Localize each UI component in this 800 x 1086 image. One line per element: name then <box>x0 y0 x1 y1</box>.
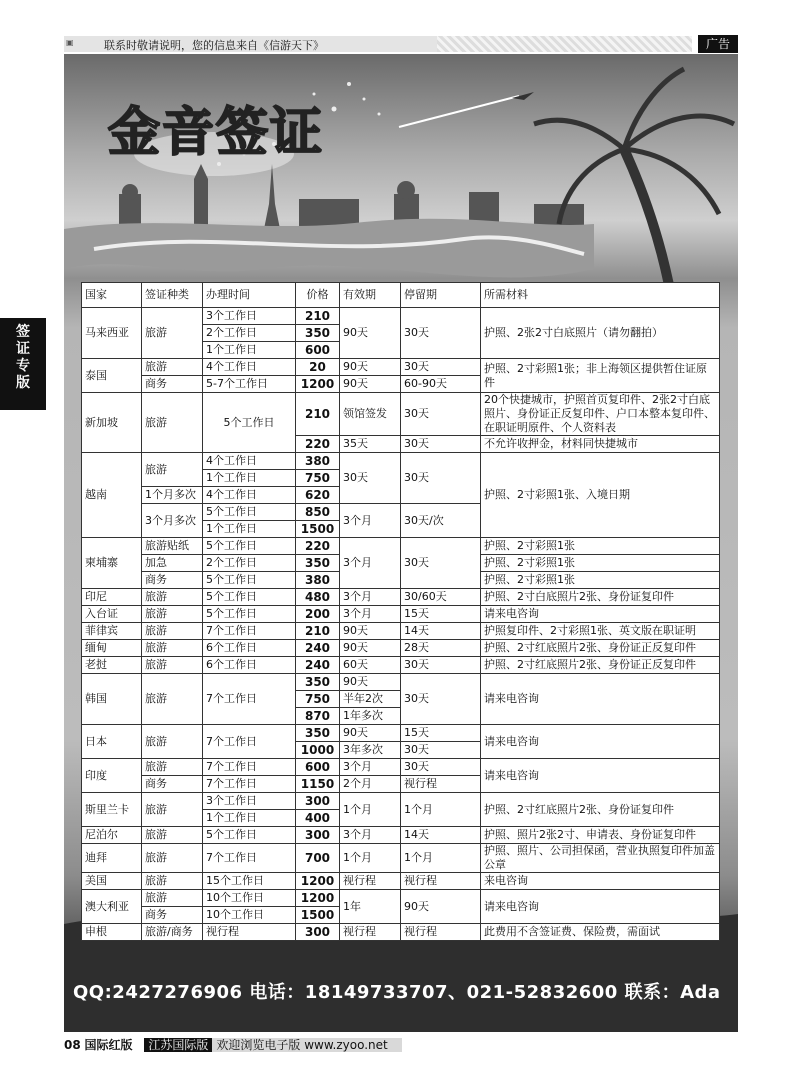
visa-type-cell: 旅游 <box>142 674 203 725</box>
processing-time-cell: 4个工作日 <box>203 453 296 470</box>
stay-cell: 15天 <box>401 606 481 623</box>
price-cell: 750 <box>296 691 340 708</box>
visa-type-cell: 旅游贴纸 <box>142 538 203 555</box>
price-cell: 1500 <box>296 907 340 924</box>
price-cell: 350 <box>296 555 340 572</box>
validity-cell: 2个月 <box>340 776 401 793</box>
validity-cell: 90天 <box>340 359 401 376</box>
price-cell: 380 <box>296 572 340 589</box>
visa-type-cell: 旅游 <box>142 589 203 606</box>
ad-tag: 广告 <box>698 35 738 53</box>
price-cell: 350 <box>296 674 340 691</box>
price-cell: 1000 <box>296 742 340 759</box>
materials-cell: 护照、2寸红底照片2张、身份证正反复印件 <box>481 640 720 657</box>
stay-cell: 30/60天 <box>401 589 481 606</box>
stay-cell: 14天 <box>401 623 481 640</box>
processing-time-cell: 2个工作日 <box>203 325 296 342</box>
processing-time-cell: 7个工作日 <box>203 759 296 776</box>
validity-cell: 1个月 <box>340 793 401 827</box>
visa-type-cell: 旅游 <box>142 640 203 657</box>
price-cell: 620 <box>296 487 340 504</box>
validity-cell: 3个月 <box>340 538 401 589</box>
country-cell: 缅甸 <box>82 640 142 657</box>
price-cell: 1200 <box>296 890 340 907</box>
web-link[interactable]: 欢迎浏览电子版 www.zyoo.net <box>212 1038 401 1052</box>
processing-time-cell: 5个工作日 <box>203 538 296 555</box>
validity-cell: 半年2次 <box>340 691 401 708</box>
stay-cell: 30天 <box>401 308 481 359</box>
column-header: 签证种类 <box>142 283 203 308</box>
processing-time-cell: 1个工作日 <box>203 342 296 359</box>
processing-time-cell: 7个工作日 <box>203 776 296 793</box>
column-header: 办理时间 <box>203 283 296 308</box>
visa-type-cell: 旅游 <box>142 827 203 844</box>
country-cell: 日本 <box>82 725 142 759</box>
stay-cell: 30天 <box>401 538 481 589</box>
processing-time-cell: 视行程 <box>203 924 296 941</box>
country-cell: 入台证 <box>82 606 142 623</box>
price-cell: 870 <box>296 708 340 725</box>
materials-cell: 不允许收押金，材料同快捷城市 <box>481 436 720 453</box>
country-cell: 柬埔寨 <box>82 538 142 589</box>
processing-time-cell: 10个工作日 <box>203 907 296 924</box>
processing-time-cell: 4个工作日 <box>203 487 296 504</box>
price-cell: 1200 <box>296 873 340 890</box>
table-row <box>82 359 720 376</box>
processing-time-cell: 5个工作日 <box>203 589 296 606</box>
stay-cell: 90天 <box>401 890 481 924</box>
stay-cell: 30天 <box>401 436 481 453</box>
processing-time-cell: 1个工作日 <box>203 810 296 827</box>
validity-cell: 60天 <box>340 657 401 674</box>
materials-cell: 此费用不含签证费、保险费，需面试 <box>481 924 720 941</box>
validity-cell: 35天 <box>340 436 401 453</box>
validity-cell: 90天 <box>340 674 401 691</box>
validity-cell: 90天 <box>340 725 401 742</box>
stay-cell: 1个月 <box>401 793 481 827</box>
processing-time-cell: 1个工作日 <box>203 470 296 487</box>
materials-cell: 20个快捷城市，护照首页复印件、2张2寸白底照片、身份证正反复印件、户口本整本复印件、在职证明原件、个人资料表 <box>481 393 720 436</box>
validity-cell: 3年多次 <box>340 742 401 759</box>
processing-time-cell: 10个工作日 <box>203 890 296 907</box>
country-cell: 泰国 <box>82 359 142 393</box>
visa-type-cell: 旅游 <box>142 359 203 376</box>
price-cell: 240 <box>296 657 340 674</box>
materials-cell: 护照、2寸红底照片2张、身份证正反复印件 <box>481 657 720 674</box>
materials-cell: 护照、2寸彩照1张、入境日期 <box>481 453 720 538</box>
stay-cell: 30天 <box>401 359 481 376</box>
country-cell: 马来西亚 <box>82 308 142 359</box>
price-cell: 480 <box>296 589 340 606</box>
footer <box>64 1036 402 1053</box>
validity-cell: 1年多次 <box>340 708 401 725</box>
table-row <box>82 589 720 606</box>
page-number: 08 <box>64 1038 81 1052</box>
price-cell: 1500 <box>296 521 340 538</box>
validity-cell: 3个月 <box>340 759 401 776</box>
price-cell: 1150 <box>296 776 340 793</box>
visa-type-cell: 商务 <box>142 572 203 589</box>
visa-type-cell: 旅游/商务 <box>142 924 203 941</box>
visa-type-cell: 3个月多次 <box>142 504 203 538</box>
header-pattern <box>437 36 692 52</box>
materials-cell: 护照、2寸彩照1张 <box>481 538 720 555</box>
table-row <box>82 827 720 844</box>
validity-cell: 3个月 <box>340 827 401 844</box>
country-cell: 尼泊尔 <box>82 827 142 844</box>
price-cell: 750 <box>296 470 340 487</box>
visa-type-cell: 1个月多次 <box>142 487 203 504</box>
visa-type-cell: 旅游 <box>142 308 203 359</box>
price-cell: 210 <box>296 623 340 640</box>
table-row <box>82 759 720 776</box>
price-cell: 1200 <box>296 376 340 393</box>
stay-cell: 28天 <box>401 640 481 657</box>
price-cell: 850 <box>296 504 340 521</box>
price-cell: 700 <box>296 844 340 873</box>
processing-time-cell: 5个工作日 <box>203 606 296 623</box>
materials-cell: 护照复印件、2寸彩照1张、英文版在职证明 <box>481 623 720 640</box>
visa-type-cell: 加急 <box>142 555 203 572</box>
processing-time-cell: 7个工作日 <box>203 674 296 725</box>
table-row <box>82 725 720 742</box>
table-row <box>82 640 720 657</box>
visa-type-cell: 旅游 <box>142 873 203 890</box>
processing-time-cell: 15个工作日 <box>203 873 296 890</box>
validity-cell: 90天 <box>340 308 401 359</box>
visa-type-cell: 旅游 <box>142 793 203 827</box>
stay-cell: 15天 <box>401 725 481 742</box>
materials-cell: 护照、照片、公司担保函，营业执照复印件加盖公章 <box>481 844 720 873</box>
stay-cell: 14天 <box>401 827 481 844</box>
column-header: 国家 <box>82 283 142 308</box>
table-row <box>82 674 720 691</box>
materials-cell: 护照、照片2张2寸、申请表、身份证复印件 <box>481 827 720 844</box>
page-title: 金音签证 <box>108 103 325 163</box>
processing-time-cell: 5个工作日 <box>203 827 296 844</box>
validity-cell: 90天 <box>340 376 401 393</box>
country-cell: 越南 <box>82 453 142 538</box>
stay-cell: 60-90天 <box>401 376 481 393</box>
visa-type-cell: 商务 <box>142 907 203 924</box>
price-cell: 20 <box>296 359 340 376</box>
column-header: 价格 <box>296 283 340 308</box>
materials-cell: 护照、2寸红底照片2张、身份证复印件 <box>481 793 720 827</box>
country-cell: 新加坡 <box>82 393 142 453</box>
materials-cell: 护照、2寸彩照1张 <box>481 555 720 572</box>
table-row <box>82 606 720 623</box>
processing-time-cell: 3个工作日 <box>203 308 296 325</box>
price-cell: 300 <box>296 827 340 844</box>
materials-cell: 请来电咨询 <box>481 725 720 759</box>
stay-cell: 视行程 <box>401 776 481 793</box>
price-cell: 210 <box>296 393 340 436</box>
processing-time-cell: 5个工作日 <box>203 393 296 453</box>
processing-time-cell: 2个工作日 <box>203 555 296 572</box>
processing-time-cell: 5个工作日 <box>203 504 296 521</box>
processing-time-cell: 7个工作日 <box>203 844 296 873</box>
processing-time-cell: 6个工作日 <box>203 657 296 674</box>
visa-type-cell: 旅游 <box>142 453 203 487</box>
price-cell: 220 <box>296 436 340 453</box>
price-cell: 350 <box>296 325 340 342</box>
stay-cell: 视行程 <box>401 924 481 941</box>
validity-cell: 90天 <box>340 640 401 657</box>
stay-cell: 30天 <box>401 657 481 674</box>
processing-time-cell: 4个工作日 <box>203 359 296 376</box>
table-row <box>82 924 720 941</box>
visa-type-cell: 旅游 <box>142 844 203 873</box>
materials-cell: 护照、2寸白底照片2张、身份证复印件 <box>481 589 720 606</box>
price-cell: 210 <box>296 308 340 325</box>
stay-cell: 30天 <box>401 453 481 504</box>
validity-cell: 3个月 <box>340 504 401 538</box>
side-tab-label: 签证专版 <box>16 324 30 391</box>
validity-cell: 1个月 <box>340 844 401 873</box>
contact-info: QQ:2427276906 电话：18149733707、021-52832600 联系：Ada <box>73 982 721 1003</box>
price-cell: 220 <box>296 538 340 555</box>
validity-cell: 90天 <box>340 623 401 640</box>
header-bar <box>64 36 437 52</box>
processing-time-cell: 6个工作日 <box>203 640 296 657</box>
validity-cell: 30天 <box>340 453 401 504</box>
price-cell: 240 <box>296 640 340 657</box>
edition-label: 江苏国际版 <box>144 1038 212 1052</box>
country-cell: 澳大利亚 <box>82 890 142 924</box>
header-note: 联系时敬请说明，您的信息来自《信游天下》 <box>104 39 324 52</box>
visa-type-cell: 商务 <box>142 376 203 393</box>
country-cell: 菲律宾 <box>82 623 142 640</box>
country-cell: 韩国 <box>82 674 142 725</box>
materials-cell: 请来电咨询 <box>481 606 720 623</box>
validity-cell: 3个月 <box>340 589 401 606</box>
column-header: 停留期 <box>401 283 481 308</box>
materials-cell: 护照、2张2寸白底照片（请勿翻拍） <box>481 308 720 359</box>
table-row <box>82 393 720 436</box>
price-cell: 380 <box>296 453 340 470</box>
stay-cell: 30天 <box>401 759 481 776</box>
processing-time-cell: 1个工作日 <box>203 521 296 538</box>
table-row <box>82 308 720 325</box>
table-row <box>82 453 720 470</box>
price-cell: 300 <box>296 924 340 941</box>
visa-type-cell: 商务 <box>142 776 203 793</box>
materials-cell: 护照、2寸彩照1张；非上海领区提供暂住证原件 <box>481 359 720 393</box>
price-cell: 300 <box>296 793 340 810</box>
processing-time-cell: 7个工作日 <box>203 725 296 759</box>
stay-cell: 1个月 <box>401 844 481 873</box>
country-cell: 申根 <box>82 924 142 941</box>
visa-type-cell: 旅游 <box>142 657 203 674</box>
price-cell: 600 <box>296 759 340 776</box>
visa-type-cell: 旅游 <box>142 393 203 453</box>
visa-type-cell: 旅游 <box>142 759 203 776</box>
country-cell: 印尼 <box>82 589 142 606</box>
validity-cell: 领馆签发 <box>340 393 401 436</box>
table-row <box>82 657 720 674</box>
table-row <box>82 793 720 810</box>
stay-cell: 30天 <box>401 674 481 725</box>
price-cell: 350 <box>296 725 340 742</box>
visa-type-cell: 旅游 <box>142 725 203 759</box>
visa-type-cell: 旅游 <box>142 890 203 907</box>
country-cell: 迪拜 <box>82 844 142 873</box>
processing-time-cell: 5个工作日 <box>203 572 296 589</box>
validity-cell: 1年 <box>340 890 401 924</box>
table-row <box>82 538 720 555</box>
table-row <box>82 623 720 640</box>
processing-time-cell: 5-7个工作日 <box>203 376 296 393</box>
country-cell: 斯里兰卡 <box>82 793 142 827</box>
table-row <box>82 890 720 907</box>
stay-cell: 30天 <box>401 742 481 759</box>
price-cell: 400 <box>296 810 340 827</box>
visa-price-table <box>81 282 720 941</box>
visa-type-cell: 旅游 <box>142 606 203 623</box>
price-cell: 200 <box>296 606 340 623</box>
table-row <box>82 844 720 873</box>
validity-cell: 视行程 <box>340 924 401 941</box>
materials-cell: 请来电咨询 <box>481 674 720 725</box>
country-cell: 老挝 <box>82 657 142 674</box>
section-name: 国际红版 <box>84 1038 133 1052</box>
materials-cell: 来电咨询 <box>481 873 720 890</box>
column-header: 所需材料 <box>481 283 720 308</box>
table-header-row <box>82 283 720 308</box>
table-body <box>82 308 720 941</box>
brand-logo: ▣ <box>66 38 74 47</box>
price-cell: 600 <box>296 342 340 359</box>
stay-cell: 30天 <box>401 393 481 436</box>
validity-cell: 视行程 <box>340 873 401 890</box>
processing-time-cell: 3个工作日 <box>203 793 296 810</box>
visa-type-cell: 旅游 <box>142 623 203 640</box>
stay-cell: 视行程 <box>401 873 481 890</box>
validity-cell: 3个月 <box>340 606 401 623</box>
materials-cell: 护照、2寸彩照1张 <box>481 572 720 589</box>
country-cell: 印度 <box>82 759 142 793</box>
stay-cell: 30天/次 <box>401 504 481 538</box>
side-tab <box>0 318 46 410</box>
country-cell: 美国 <box>82 873 142 890</box>
processing-time-cell: 7个工作日 <box>203 623 296 640</box>
materials-cell: 请来电咨询 <box>481 890 720 924</box>
materials-cell: 请来电咨询 <box>481 759 720 793</box>
column-header: 有效期 <box>340 283 401 308</box>
table-row <box>82 873 720 890</box>
